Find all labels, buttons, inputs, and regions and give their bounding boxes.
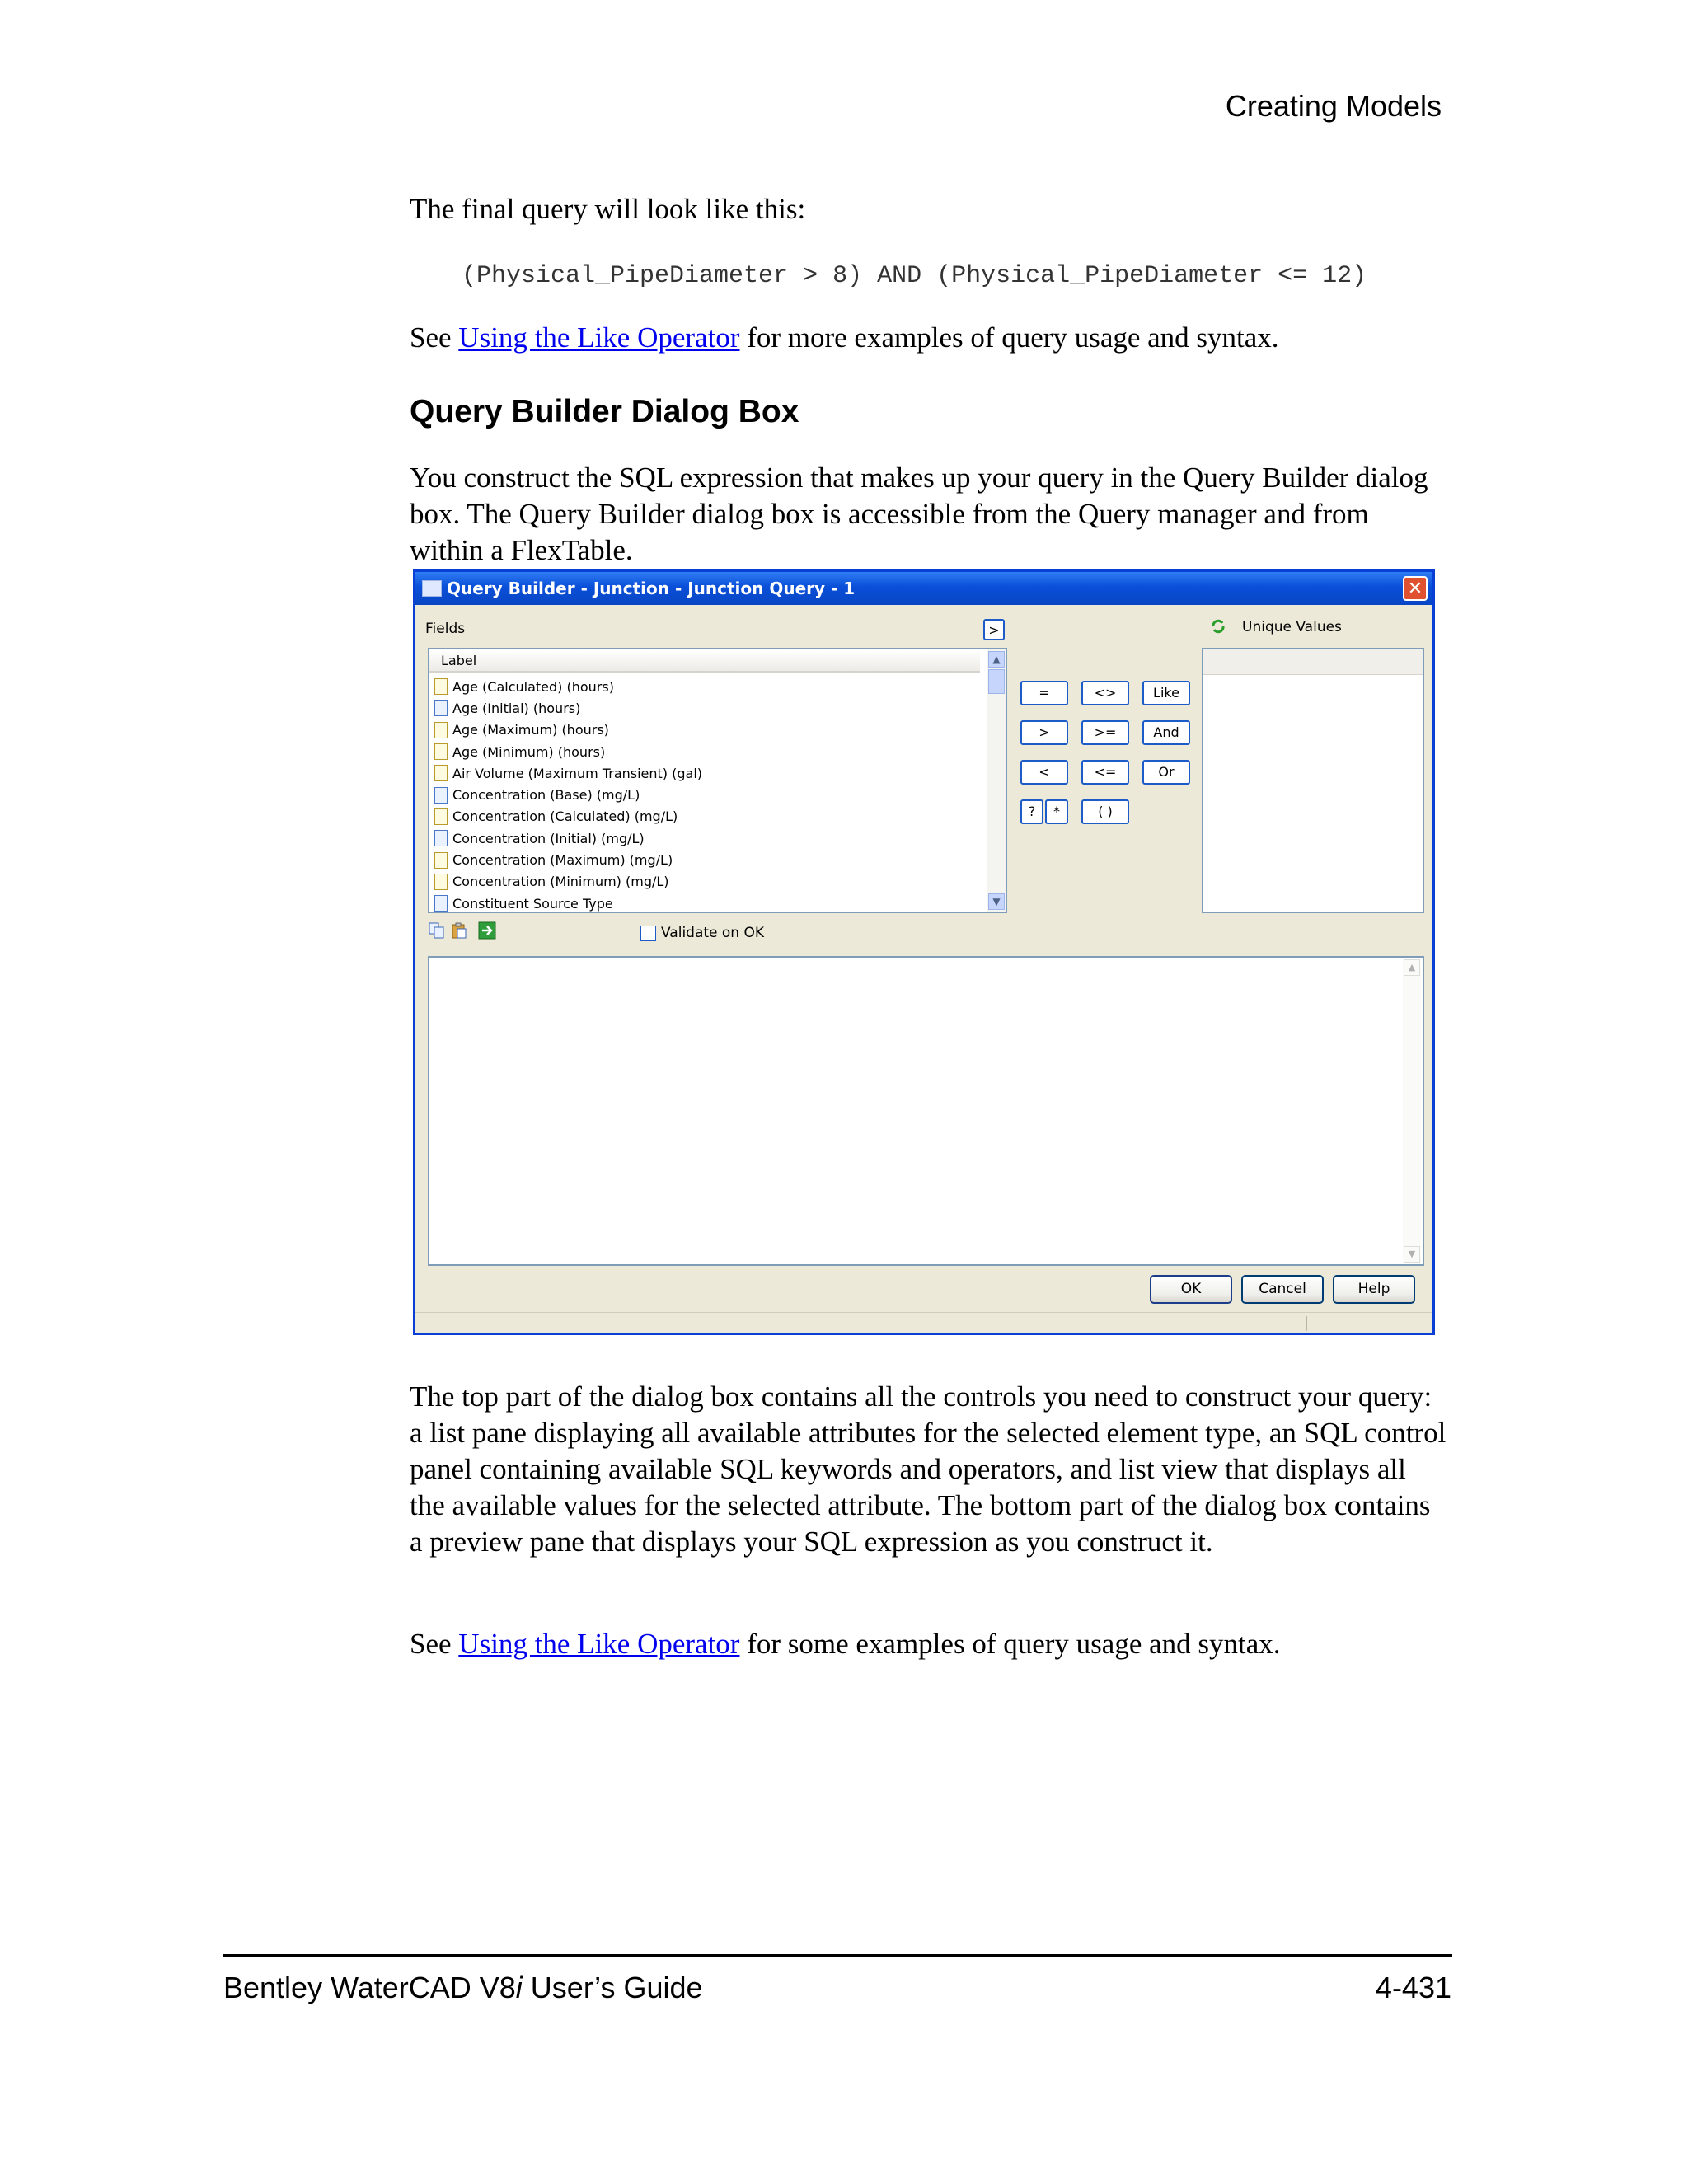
close-button[interactable]: ✕ xyxy=(1403,576,1428,601)
field-row[interactable] xyxy=(434,719,702,741)
like-operator-link-1[interactable]: Using the Like Operator xyxy=(458,321,740,354)
paragraph-1: You construct the SQL expression that makes up your query in the Query Builder dialog box. The Query Builder dialog box is accessible from the Query manager and from within a FlexTable. xyxy=(410,462,1428,566)
see-also-1-prefix: See xyxy=(410,321,459,354)
unique-values-header xyxy=(1203,649,1423,675)
field-row[interactable] xyxy=(434,762,702,784)
unique-values-label: Unique Values xyxy=(1242,619,1342,635)
fields-scrollbar[interactable] xyxy=(987,649,1006,912)
greater-than-button[interactable]: > xyxy=(1020,720,1068,745)
field-row[interactable] xyxy=(434,893,702,913)
app-icon xyxy=(422,580,442,597)
field-row[interactable] xyxy=(434,741,702,762)
refresh-icon[interactable] xyxy=(1211,619,1226,634)
fields-list[interactable] xyxy=(428,648,1007,913)
query-builder-dialog xyxy=(413,569,1435,1335)
status-bar xyxy=(415,1312,1432,1333)
field-row[interactable] xyxy=(434,676,702,697)
footer-title-italic: i xyxy=(515,1971,523,2004)
field-row[interactable] xyxy=(434,871,702,893)
wildcard-question-button[interactable]: ? xyxy=(1020,799,1043,824)
field-document-icon xyxy=(434,830,448,846)
see-also-2 xyxy=(410,1626,1447,1662)
field-label: Concentration (Minimum) (mg/L) xyxy=(452,874,669,890)
field-label: Air Volume (Maximum Transient) (gal) xyxy=(452,765,703,781)
label-column-header[interactable] xyxy=(429,649,980,673)
equals-button[interactable]: = xyxy=(1020,681,1068,705)
field-document-icon xyxy=(434,700,448,716)
field-document-icon xyxy=(434,678,448,695)
preview-scrollbar[interactable] xyxy=(1403,959,1421,1263)
expand-button[interactable]: > xyxy=(983,619,1005,640)
field-document-icon xyxy=(434,743,448,760)
cancel-button[interactable]: Cancel xyxy=(1241,1275,1324,1304)
field-label: Concentration (Initial) (mg/L) xyxy=(452,830,645,846)
label-column-text: Label xyxy=(441,653,477,668)
footer-title-main: Bentley WaterCAD V8 xyxy=(223,1971,516,2004)
copy-icon[interactable] xyxy=(428,921,446,940)
field-row[interactable] xyxy=(434,806,702,827)
field-document-icon xyxy=(434,808,448,825)
parentheses-button[interactable]: ( ) xyxy=(1081,799,1129,824)
running-header: Creating Models xyxy=(1225,89,1442,123)
paragraph-2: The top part of the dialog box contains all the controls you need to construct your query: a list pane displaying all available attributes for the selected element type, an SQL control panel containing available SQL keywords and operators, and list view that displays all the available values for the selected attribute. The bottom part of the dialog box contains a preview pane that displays your SQL expression as you construct it. xyxy=(410,1380,1447,1558)
validate-label: Validate on OK xyxy=(661,925,765,941)
field-document-icon xyxy=(434,722,448,738)
footer-title xyxy=(223,1971,703,2005)
apply-arrow-icon[interactable] xyxy=(478,921,496,940)
intro-text: The final query will look like this: xyxy=(410,193,806,225)
field-document-icon xyxy=(434,787,448,804)
footer-title-end: User’s Guide xyxy=(522,1971,703,2004)
greater-equal-button[interactable]: >= xyxy=(1081,720,1129,745)
preview-scroll-down-icon[interactable]: ▼ xyxy=(1404,1246,1420,1263)
see-also-1-suffix: for more examples of query usage and syntax. xyxy=(739,321,1279,354)
see-also-2-suffix: for some examples of query usage and syntax. xyxy=(739,1628,1281,1660)
field-label: Age (Calculated) (hours) xyxy=(452,678,614,695)
scroll-thumb[interactable] xyxy=(988,669,1005,694)
paste-icon[interactable] xyxy=(450,921,468,940)
page-number: 4-431 xyxy=(1375,1971,1451,2004)
scroll-up-icon[interactable]: ▲ xyxy=(988,651,1005,668)
field-label: Age (Minimum) (hours) xyxy=(452,743,606,760)
field-document-icon xyxy=(434,852,448,869)
wildcard-star-button[interactable]: * xyxy=(1045,799,1068,824)
section-heading: Query Builder Dialog Box xyxy=(410,394,799,429)
field-document-icon xyxy=(434,765,448,781)
or-button[interactable]: Or xyxy=(1142,760,1190,785)
fields-label: Fields xyxy=(425,621,466,637)
field-row[interactable] xyxy=(434,784,702,805)
field-row[interactable] xyxy=(434,697,702,719)
field-label: Age (Initial) (hours) xyxy=(452,700,581,716)
help-button[interactable]: Help xyxy=(1333,1275,1415,1304)
and-button[interactable]: And xyxy=(1142,720,1190,745)
field-label: Age (Maximum) (hours) xyxy=(452,722,609,738)
status-divider xyxy=(1306,1316,1307,1331)
sql-preview-pane[interactable] xyxy=(428,956,1424,1266)
field-label: Concentration (Base) (mg/L) xyxy=(452,787,640,804)
field-label: Concentration (Maximum) (mg/L) xyxy=(452,852,673,869)
dialog-title: Query Builder - Junction - Junction Query - 1 xyxy=(447,579,856,598)
less-than-button[interactable]: < xyxy=(1020,760,1068,785)
ok-button[interactable]: OK xyxy=(1150,1275,1232,1304)
code-example: (Physical_PipeDiameter > 8) AND (Physical_PipeDiameter <= 12) xyxy=(462,262,1367,290)
field-row[interactable] xyxy=(434,849,702,870)
field-label: Constituent Source Type xyxy=(452,895,613,912)
field-label: Concentration (Calculated) (mg/L) xyxy=(452,808,678,825)
unique-values-list[interactable] xyxy=(1202,648,1424,913)
field-document-icon xyxy=(434,874,448,890)
footer-rule xyxy=(223,1954,1452,1957)
see-also-1 xyxy=(410,320,1447,356)
field-row[interactable] xyxy=(434,827,702,849)
dialog-titlebar xyxy=(415,572,1432,605)
scroll-down-icon[interactable]: ▼ xyxy=(988,893,1005,910)
validate-checkbox[interactable] xyxy=(640,926,656,941)
like-button[interactable]: Like xyxy=(1142,681,1190,705)
like-operator-link-2[interactable]: Using the Like Operator xyxy=(458,1628,740,1660)
less-equal-button[interactable]: <= xyxy=(1081,760,1129,785)
not-equal-button[interactable]: <> xyxy=(1081,681,1129,705)
preview-scroll-up-icon[interactable]: ▲ xyxy=(1404,959,1420,976)
see-also-2-prefix: See xyxy=(410,1628,459,1660)
field-document-icon xyxy=(434,895,448,912)
field-rows xyxy=(434,676,702,913)
